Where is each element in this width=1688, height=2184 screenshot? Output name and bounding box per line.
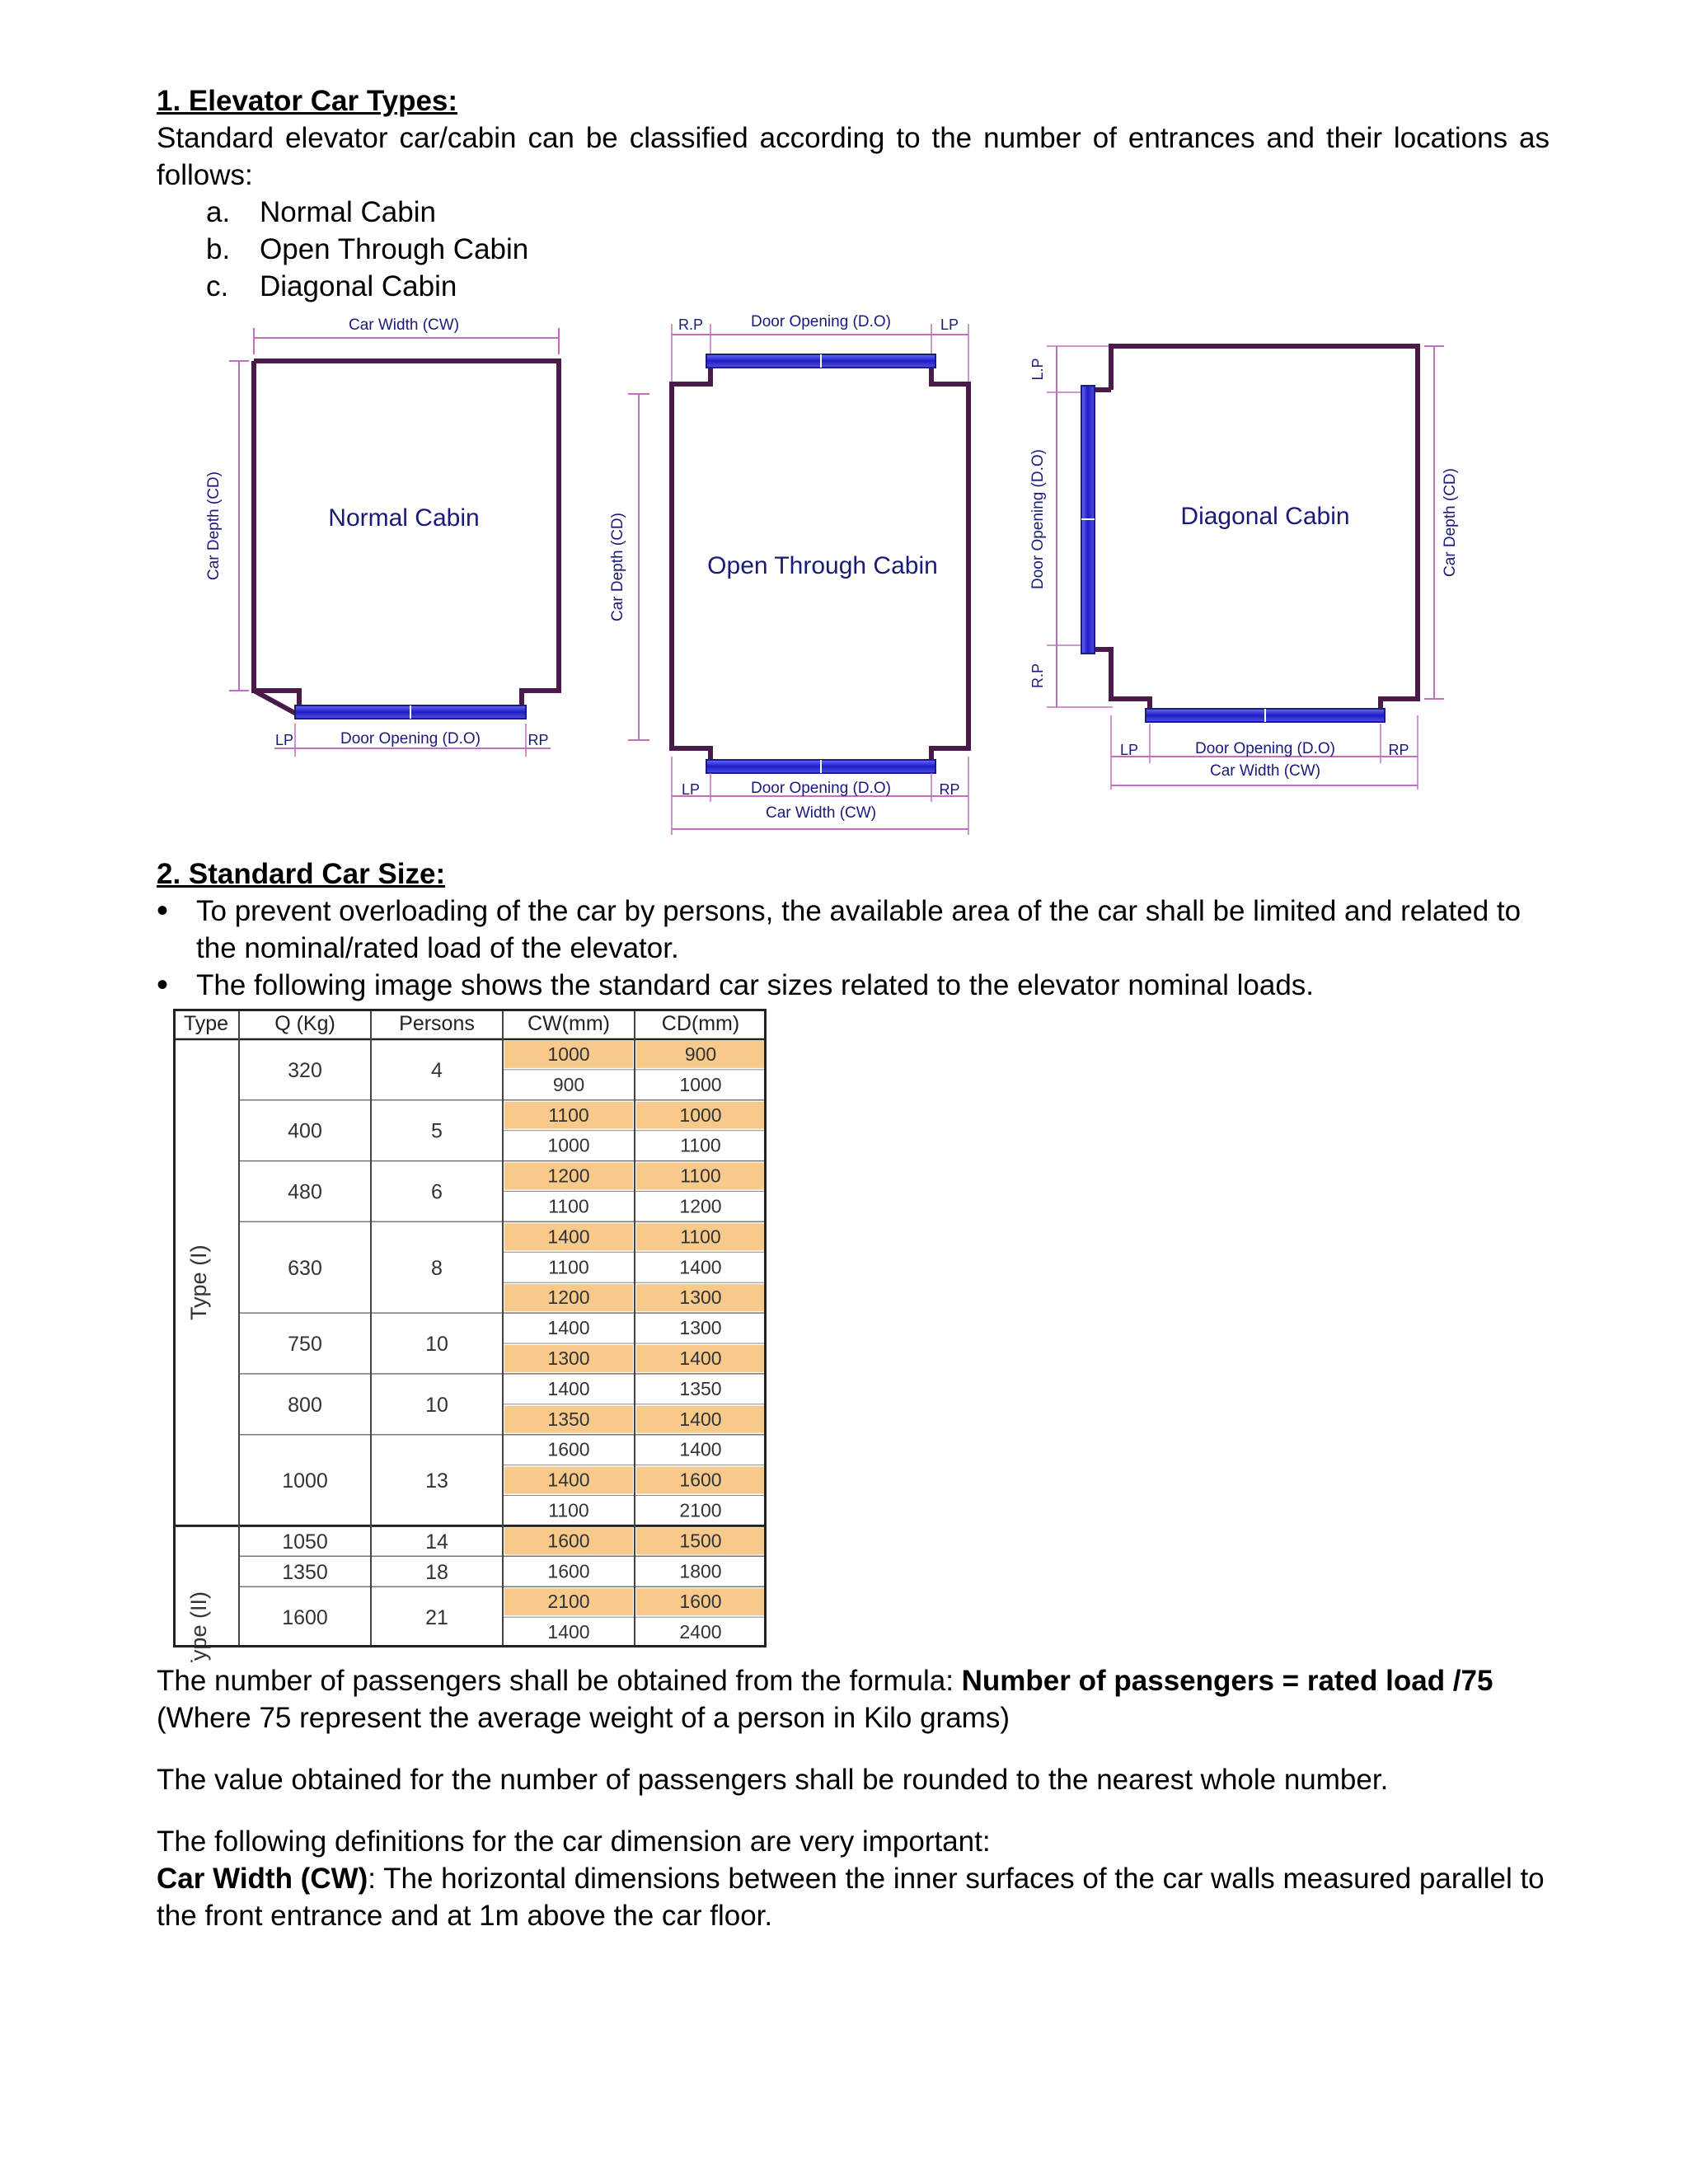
section1-intro: Standard elevator car/cabin can be classified according to the number of entrances and their locations as follows:: [157, 122, 1550, 191]
diagonal-cabin-diagram: [1029, 346, 1459, 790]
table-cell: 900: [684, 1043, 717, 1065]
table-cell: 1100: [680, 1226, 721, 1248]
table-cell: 1300: [547, 1347, 590, 1369]
open-depth-label: Car Depth (CD): [609, 513, 626, 621]
table-cell: 1100: [680, 1134, 721, 1156]
rounding-note: The value obtained for the number of passengers shall be rounded to the nearest whole number.: [157, 1764, 1389, 1796]
load-cell: 400: [288, 1119, 322, 1143]
list-item: b. Open Through Cabin: [206, 233, 529, 265]
persons-cell: 5: [431, 1119, 443, 1143]
table-cell: 1500: [679, 1530, 722, 1552]
svg-text:Door Opening (D.O): Door Opening (D.O): [750, 313, 892, 330]
open-through-cabin-diagram: [609, 313, 968, 835]
table-cell: 1400: [679, 1408, 722, 1430]
table-cell: 1600: [547, 1560, 590, 1582]
persons-cell: 10: [425, 1333, 448, 1356]
table-cell: 1100: [680, 1165, 721, 1187]
list-item: • To prevent overloading of the car by persons, the available area of the car shall be limited and related to the nominal/rated load of the elevator.: [157, 893, 1550, 967]
load-cell: 750: [288, 1333, 322, 1356]
svg-text:LP: LP: [940, 316, 959, 333]
load-cell: 1050: [282, 1530, 328, 1554]
table-cell: 1200: [679, 1195, 722, 1217]
table-cell: 1000: [679, 1104, 722, 1126]
table-cell: 1300: [679, 1286, 722, 1309]
table-cell: 1400: [547, 1621, 590, 1643]
svg-text:Car Width (CW): Car Width (CW): [765, 804, 877, 822]
table-cell: 1100: [548, 1104, 589, 1126]
section1-heading: 1. Elevator Car Types:: [157, 85, 458, 117]
table-header-cell: CD(mm): [661, 1012, 740, 1035]
load-cell: 320: [288, 1058, 322, 1082]
svg-text:R.P: R.P: [678, 316, 704, 333]
normal-depth-label: Car Depth (CD): [205, 471, 223, 580]
persons-cell: 10: [425, 1393, 448, 1417]
normal-cabin-diagram: [205, 316, 559, 757]
list-item: • The following image shows the standard car sizes related to the elevator nominal loads.: [157, 967, 1550, 1004]
table-cell: 1400: [679, 1347, 722, 1369]
svg-text:RP: RP: [939, 781, 960, 798]
table-header-cell: Type: [183, 1012, 229, 1035]
persons-cell: 13: [425, 1469, 448, 1493]
persons-cell: 14: [425, 1530, 448, 1554]
svg-text:Car Width (CW): Car Width (CW): [1209, 762, 1321, 780]
table-cell: 1350: [679, 1377, 722, 1399]
persons-cell: 18: [425, 1560, 448, 1584]
table-cell: 1400: [547, 1226, 590, 1248]
svg-text:R.P: R.P: [1029, 663, 1046, 689]
section2-bullets: [157, 893, 1550, 1004]
persons-cell: 4: [431, 1058, 443, 1082]
load-cell: 630: [288, 1256, 322, 1280]
table-cell: 2100: [679, 1499, 722, 1521]
table-cell: 1350: [547, 1408, 590, 1430]
table-cell: 2400: [679, 1621, 722, 1643]
normal-width-label: Car Width (CW): [348, 316, 460, 334]
open-cabin-title: Open Through Cabin: [707, 552, 938, 579]
list-item: c. Diagonal Cabin: [206, 270, 457, 302]
table-cell: 1300: [679, 1317, 722, 1339]
persons-cell: 21: [425, 1606, 448, 1630]
svg-text:Door Opening (D.O): Door Opening (D.O): [750, 780, 892, 797]
table-cell: 1600: [679, 1591, 722, 1613]
load-cell: 800: [288, 1393, 322, 1417]
definitions-intro: The following definitions for the car dimension are very important:: [157, 1825, 991, 1858]
table-cell: 1400: [547, 1377, 590, 1399]
svg-text:Door Opening (D.O): Door Opening (D.O): [1194, 740, 1336, 757]
table-cell: 2100: [547, 1591, 590, 1613]
table-cell: 1200: [547, 1165, 590, 1187]
table-cell: 1100: [548, 1499, 589, 1521]
cw-term: Car Width (CW): [157, 1863, 368, 1895]
cabin-types-list: [157, 194, 1550, 305]
car-size-table: [173, 1009, 783, 1662]
formula-line: The number of passengers shall be obtained from the formula: Number of passengers = rated load /75: [157, 1665, 1493, 1697]
load-cell: 1000: [282, 1469, 328, 1493]
table-header-cell: Persons: [399, 1012, 475, 1035]
table-cell: 1800: [679, 1560, 722, 1582]
load-cell: 1350: [282, 1560, 328, 1584]
load-cell: 480: [288, 1180, 322, 1204]
document-page: [157, 82, 1550, 1934]
table-cell: 1200: [547, 1286, 590, 1309]
table-header-cell: Q (Kg): [274, 1012, 335, 1035]
svg-text:RP: RP: [1388, 742, 1409, 758]
table-cell: 1400: [679, 1256, 722, 1278]
type-label: Type (I): [186, 1244, 211, 1320]
table-cell: 1600: [547, 1438, 590, 1460]
svg-text:Door Opening (D.O): Door Opening (D.O): [1029, 448, 1047, 590]
persons-cell: 6: [431, 1180, 443, 1204]
svg-text:Door Opening (D.O): Door Opening (D.O): [340, 730, 481, 748]
table-cell: 1400: [547, 1317, 590, 1339]
normal-cabin-title: Normal Cabin: [328, 504, 480, 532]
table-cell: 1600: [547, 1530, 590, 1552]
table-cell: 1400: [547, 1469, 590, 1491]
diagonal-cabin-title: Diagonal Cabin: [1180, 503, 1350, 530]
type-label: Type (II): [186, 1591, 211, 1662]
diagonal-depth-label: Car Depth (CD): [1442, 468, 1459, 577]
table-cell: 1000: [547, 1043, 590, 1065]
table-cell: 1100: [548, 1195, 589, 1217]
svg-text:LP: LP: [274, 732, 294, 748]
formula: Number of passengers = rated load /75: [961, 1665, 1493, 1697]
svg-text:LP: LP: [681, 781, 701, 798]
table-cell: 1000: [679, 1073, 722, 1095]
table-cell: 1000: [547, 1134, 590, 1156]
table-cell: 900: [552, 1073, 585, 1095]
persons-cell: 8: [431, 1256, 443, 1280]
svg-text:RP: RP: [528, 732, 549, 748]
svg-text:L.P: L.P: [1029, 358, 1046, 381]
svg-text:LP: LP: [1119, 742, 1139, 758]
formula-note: (Where 75 represent the average weight of a person in Kilo grams): [157, 1702, 1010, 1734]
table-header-cell: CW(mm): [528, 1012, 610, 1035]
cw-definition: Car Width (CW): The horizontal dimensions between the inner surfaces of the car walls measured parallel to the front entrance and at 1m above the car floor.: [157, 1863, 1545, 1932]
list-item: a. Normal Cabin: [206, 196, 436, 228]
cabin-types-figure: [157, 312, 1541, 855]
table-cell: 1100: [548, 1256, 589, 1278]
section2-heading: 2. Standard Car Size:: [157, 858, 446, 890]
load-cell: 1600: [282, 1606, 328, 1630]
table-cell: 1600: [679, 1469, 722, 1491]
table-cell: 1400: [679, 1438, 722, 1460]
